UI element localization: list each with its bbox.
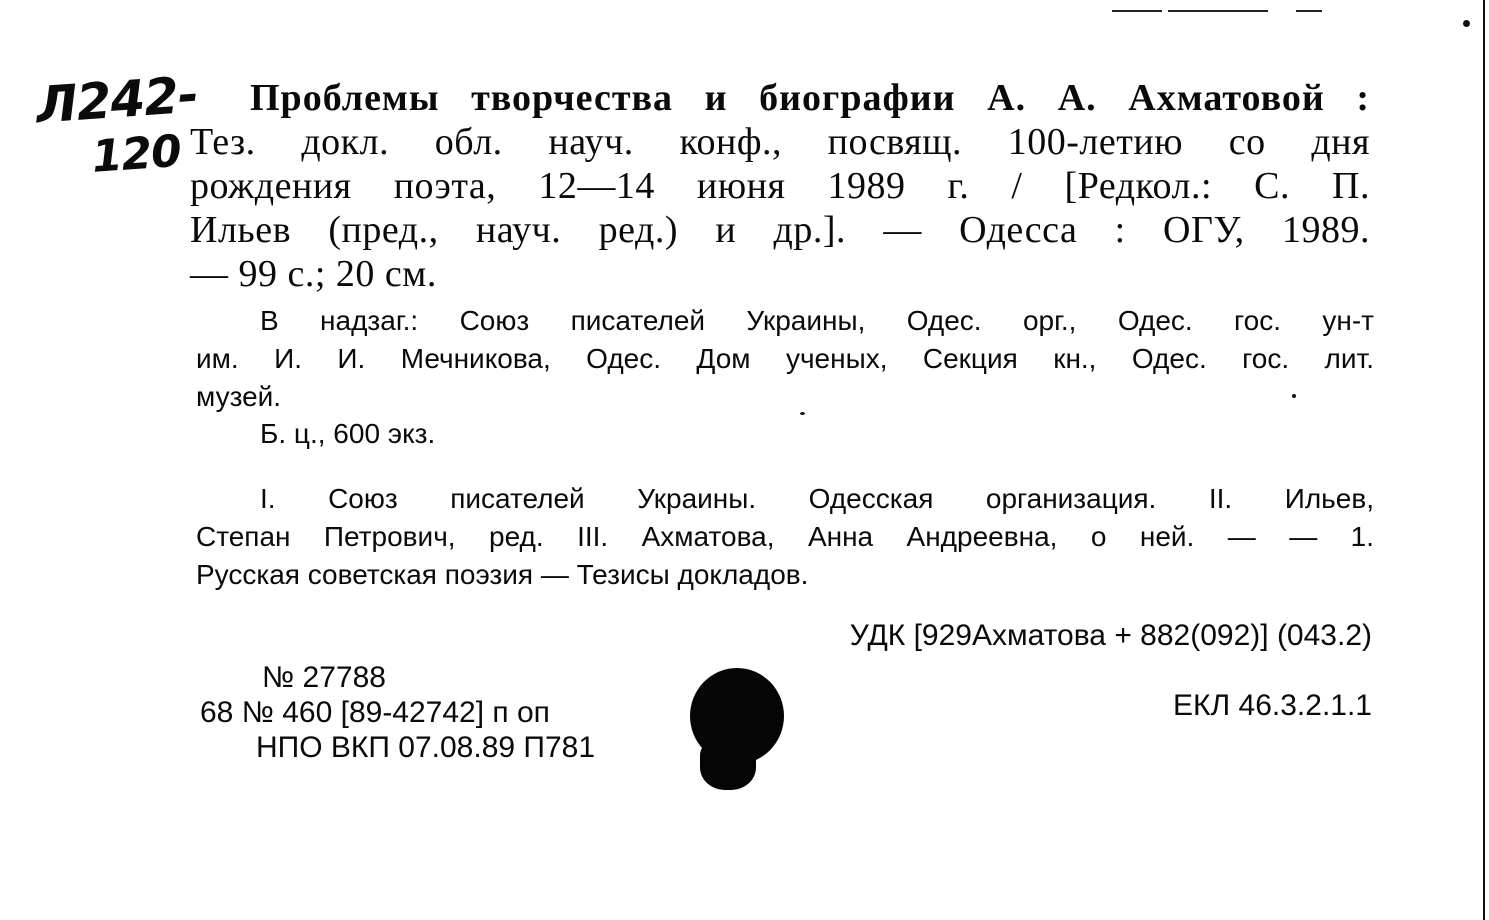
notes-line: им. И. И. Мечникова, Одес. Дом ученых, Секция кн., Одес. гос. лит. — [196, 343, 1374, 374]
card-production-info — [200, 660, 595, 765]
handwritten-call-number — [34, 66, 203, 189]
card-number: № 27788 — [262, 661, 386, 694]
price-line: Б. ц., 600 экз. — [260, 418, 436, 449]
scan-speck — [1463, 20, 1470, 27]
card-edge-line — [1483, 0, 1485, 920]
notes-line: В надзаг.: Союз писателей Украины, Одес. орг., Одес. гос. ун-т — [260, 305, 1374, 336]
scan-mark — [1296, 10, 1322, 12]
card-order: 68 № 460 [89-42742] п оп — [200, 696, 550, 729]
card-printer: НПО ВКП 07.08.89 П781 — [256, 731, 596, 764]
entry-line: — 99 с.; 20 см. — [190, 253, 437, 295]
call-number-line-2: 120 — [90, 125, 183, 183]
tracings-line: Русская советская поэзия — Тезисы докладов. — [196, 559, 809, 590]
call-number-line-1: Л242- — [34, 65, 200, 135]
tracings-line: I. Союз писателей Украины. Одесская организация. II. Ильев, — [260, 483, 1374, 514]
entry-line: Ильев (пред., науч. ред.) и др.]. — Одесса : ОГУ, 1989. — [190, 209, 1370, 251]
punch-hole-shadow — [700, 740, 756, 790]
udk-classification: УДК [929Ахматова + 882(092)] (043.2) — [849, 619, 1372, 652]
entry-line: рождения поэта, 12—14 июня 1989 г. / [Редкол.: С. П. — [190, 165, 1370, 207]
notes-line: музей. — [196, 381, 282, 412]
price-paragraph — [196, 415, 1374, 453]
scan-mark — [1112, 10, 1162, 12]
tracings-paragraph — [196, 480, 1374, 594]
entry-line: Тез. докл. обл. науч. конф., посвящ. 100-летию со дня — [190, 121, 1370, 163]
scan-mark — [1168, 10, 1268, 12]
tracings-line: Степан Петрович, ред. III. Ахматова, Анна Андреевна, о ней. — — 1. — [196, 521, 1374, 552]
entry-title: Проблемы творчества и биографии А. А. Ахматовой : — [250, 77, 1370, 119]
bibliographic-entry — [190, 76, 1370, 296]
ekl-classification: ЕКЛ 46.3.2.1.1 — [1173, 689, 1372, 722]
notes-paragraph — [196, 302, 1374, 416]
